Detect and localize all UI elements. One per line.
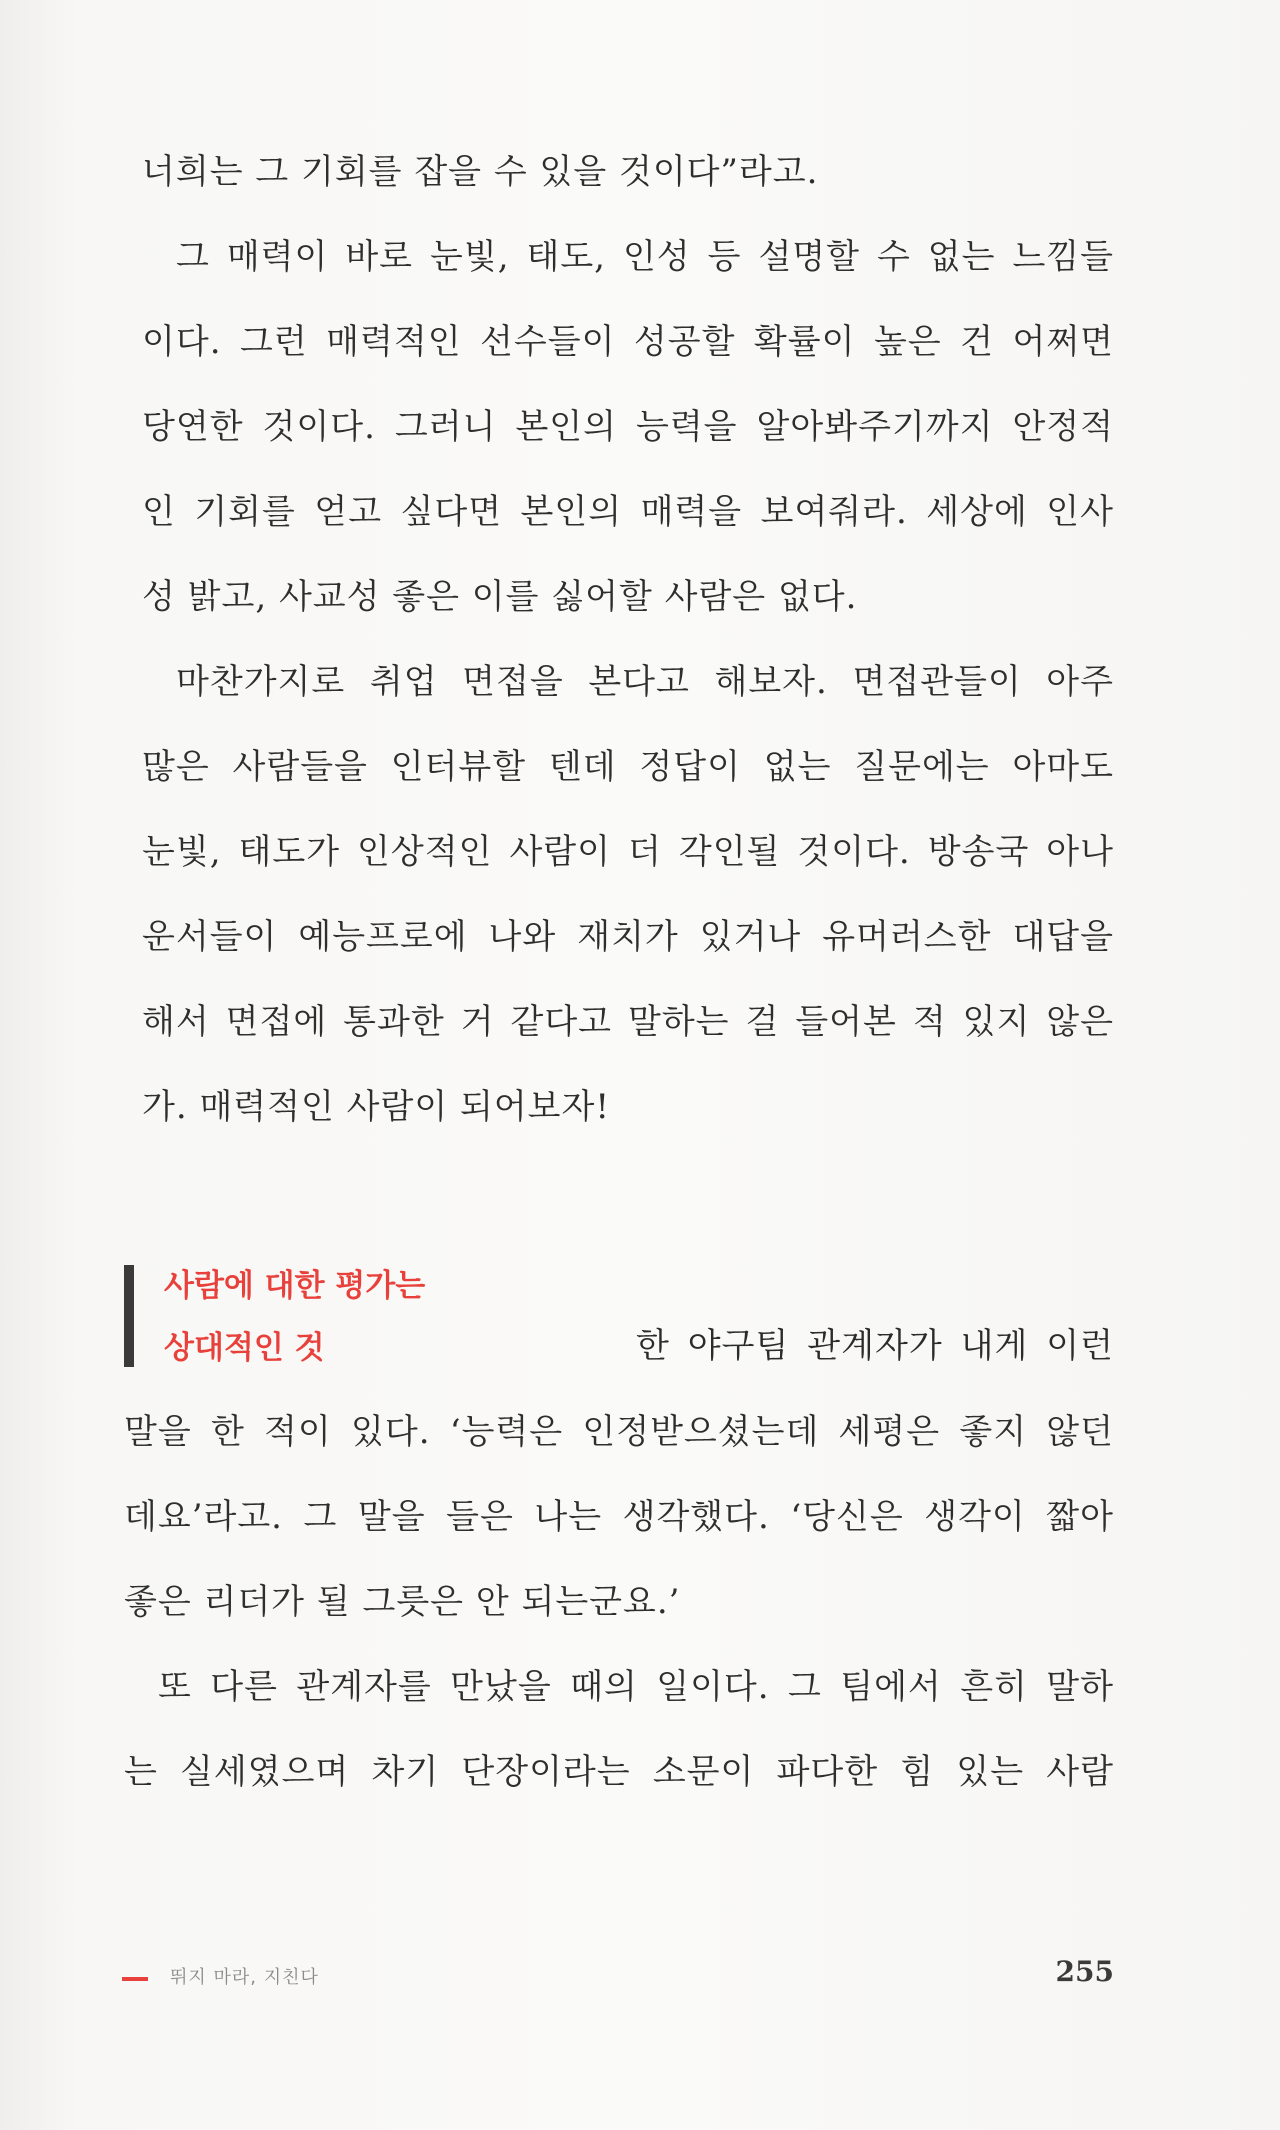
text-line: 데요’라고. 그 말을 들은 나는 생각했다. ‘당신은 생각이 짧아 (124, 1497, 1114, 1537)
text-line: 당연한 것이다. 그러니 본인의 능력을 알아봐주기까지 안정적 (142, 407, 1114, 447)
heading-bar (124, 1265, 134, 1367)
text-line: 운서들이 예능프로에 나와 재치가 있거나 유머러스한 대답을 (142, 917, 1114, 957)
heading-line-2: 상대적인 것 (164, 1330, 325, 1366)
text-line: 성 밝고, 사교성 좋은 이를 싫어할 사람은 없다. (142, 577, 858, 617)
heading-title (164, 1255, 425, 1379)
text-line: 많은 사람들을 인터뷰할 텐데 정답이 없는 질문에는 아마도 (142, 747, 1114, 787)
text-line: 마찬가지로 취업 면접을 본다고 해보자. 면접관들이 아주 (176, 662, 1114, 702)
body-text-top (142, 130, 1114, 1150)
heading-line-1: 사람에 대한 평가는 (164, 1268, 426, 1304)
text-line: 또 다른 관계자를 만났을 때의 일이다. 그 팀에서 흔히 말하 (158, 1667, 1114, 1707)
body-text-bottom (124, 1390, 1114, 1815)
page-number: 255 (1055, 1955, 1114, 1988)
text-line: 해서 면접에 통과한 거 같다고 말하는 걸 들어본 적 있지 않은 (142, 1002, 1114, 1042)
text-line: 인 기회를 얻고 싶다면 본인의 매력을 보여줘라. 세상에 인사 (142, 492, 1114, 532)
text-line: 가. 매력적인 사람이 되어보자! (142, 1087, 611, 1127)
text-line: 이다. 그런 매력적인 선수들이 성공할 확률이 높은 건 어쩌면 (142, 322, 1114, 362)
text-line: 한 야구팀 관계자가 내게 이런 (636, 1326, 1114, 1366)
running-title: 뛰지 마라, 지친다 (170, 1967, 319, 1988)
text-line: 눈빛, 태도가 인상적인 사람이 더 각인될 것이다. 방송국 아나 (142, 832, 1114, 872)
text-line: 그 매력이 바로 눈빛, 태도, 인성 등 설명할 수 없는 느낌들 (176, 237, 1114, 277)
text-line: 말을 한 적이 있다. ‘능력은 인정받으셨는데 세평은 좋지 않던 (124, 1412, 1114, 1452)
footer-accent-rule (122, 1977, 148, 1981)
text-line: 는 실세였으며 차기 단장이라는 소문이 파다한 힘 있는 사람 (124, 1752, 1114, 1792)
text-line: 좋은 리더가 될 그릇은 안 되는군요.’ (124, 1582, 681, 1622)
text-line: 너희는 그 기회를 잡을 수 있을 것이다”라고. (142, 152, 819, 192)
page-footer (122, 1955, 1114, 2005)
